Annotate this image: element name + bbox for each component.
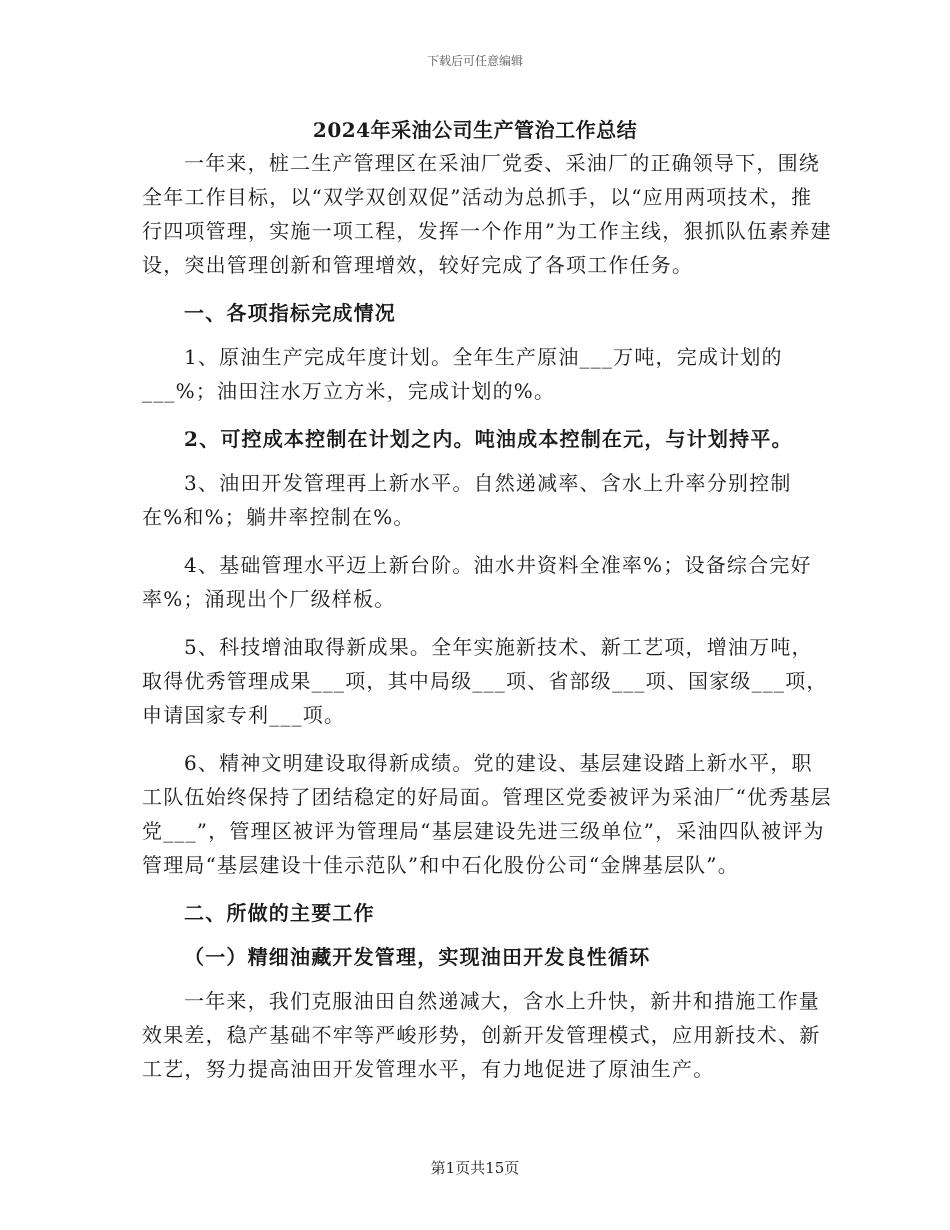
paragraph-cost-control: 2、可控成本控制在计划之内。吨油成本控制在元，与计划持平。 [184,427,793,451]
document-body [142,146,832,1100]
section-heading-main-work: 二、所做的主要工作 [184,901,375,925]
paragraph-civilization: 6、精神文明建设取得新成绩。党的建设、基层建设踏上新水平，职工队伍始终保持了团结稳定的好局面。管理区党委被评为采油厂“优秀基层党___”，管理区被评为管理局“基层建设先进三级单位”，采油四队被评为管理局“基层建设十佳示范队”和中石化股份公司“金牌基层队”。 [142,751,832,877]
document-title: 2024年采油公司生产管治工作总结 [312,118,638,142]
paragraph-crude-oil: 1、原油生产完成年度计划。全年生产原油___万吨，完成计划的___%；油田注水万立方米，完成计划的%。 [142,345,783,403]
paragraph-basic-management: 4、基础管理水平迈上新台阶。油水井资料全准率%；设备综合完好率%；涌现出个厂级样板。 [142,553,812,611]
paragraph-reservoir-work: 一年来，我们克服油田自然递减大，含水上升快，新井和措施工作量效果差，稳产基础不牢等严峻形势，创新开发管理模式，应用新技术、新工艺，努力提高油田开发管理水平，有力地促进了原油生产。 [142,989,821,1081]
download-note: 下载后可任意编辑 [426,54,523,68]
subsection-heading-reservoir: （一）精细油藏开发管理，实现油田开发良性循环 [184,945,651,969]
section-heading-indicators: 一、各项指标完成情况 [184,301,396,325]
paragraph-oilfield-development: 3、油田开发管理再上新水平。自然递减率、含水上升率分别控制在%和%；躺井率控制在%。 [142,471,792,529]
intro-paragraph: 一年来，桩二生产管理区在采油厂党委、采油厂的正确领导下，围绕全年工作目标，以“双学双创双促”活动为总抓手，以“应用两项技术，推行四项管理，实施一项工程，发挥一个作用”为工作主线，狠抓队伍素养建设，突出管理创新和管理增效，较好完成了各项工作任务。 [142,151,832,277]
paragraph-technology: 5、科技增油取得新成果。全年实施新技术、新工艺项，增油万吨，取得优秀管理成果___项，其中局级___项、省部级___项、国家级___项，申请国家专利___项。 [142,635,828,727]
page-number: 第1页共15页 [430,1159,520,1177]
